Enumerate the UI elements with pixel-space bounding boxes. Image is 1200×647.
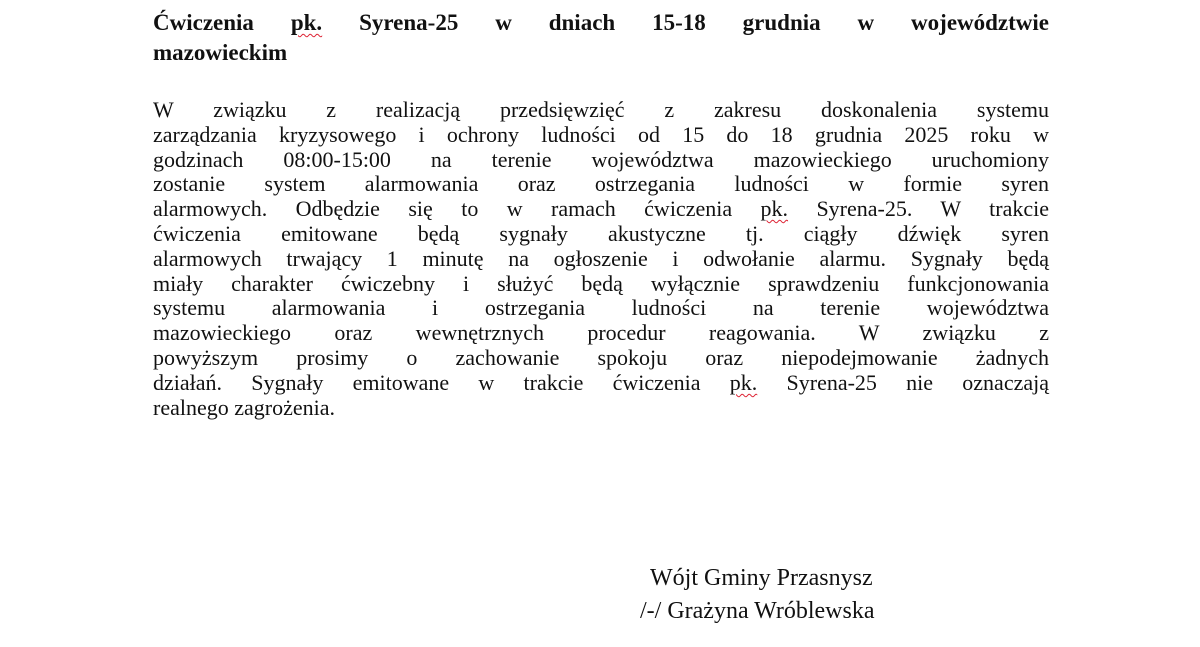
body-line: W związku z realizacją przedsięwzięć z zakresu doskonalenia systemu [153, 97, 1049, 122]
body-line: powyższym prosimy o zachowanie spokoju oraz niepodejmowanie żadnych [153, 344, 1049, 370]
body-line: miały charakter ćwiczebny i służyć będą wyłącznie sprawdzeniu funkcjonowania [153, 270, 1049, 296]
spellcheck-flagged-word[interactable]: pk. [760, 196, 789, 222]
document-page [153, 8, 1049, 420]
spellcheck-flagged-word[interactable]: pk. [729, 369, 758, 395]
title-line: mazowieckim [153, 40, 288, 65]
body-line: realnego zagrożenia. [153, 394, 335, 420]
body-paragraph [153, 98, 1049, 420]
spellcheck-flagged-word[interactable]: pk. [290, 10, 323, 35]
body-line: mazowieckiego oraz wewnętrznych procedur reagowania. W związku z [153, 320, 1049, 346]
body-line: alarmowych trwający 1 minutę na ogłoszenie i odwołanie alarmu. Sygnały będą [153, 245, 1049, 271]
body-line: zostanie system alarmowania oraz ostrzegania ludności w formie syren [153, 171, 1049, 197]
body-line: systemu alarmowania i ostrzegania ludności na terenie województwa [153, 295, 1049, 321]
body-line: ćwiczenia emitowane będą sygnały akustyczne tj. ciągły dźwięk syren [153, 220, 1049, 246]
signature-block [640, 562, 875, 628]
signature-name: /-/ Grażyna Wróblewska [640, 598, 875, 624]
signature-position: Wójt Gminy Przasnysz [650, 565, 873, 591]
title-line: Ćwiczenia pk. Syrena-25 w dniach 15-18 grudnia w województwie [153, 10, 1049, 35]
body-line: godzinach 08:00-15:00 na terenie województwa mazowieckiego uruchomiony [153, 146, 1049, 172]
body-line: działań. Sygnały emitowane w trakcie ćwiczenia pk. Syrena-25 nie oznaczają [153, 369, 1049, 395]
document-title [153, 8, 1049, 68]
body-line: zarządzania kryzysowego i ochrony ludności od 15 do 18 grudnia 2025 roku w [153, 121, 1049, 147]
body-line: alarmowych. Odbędzie się to w ramach ćwiczenia pk. Syrena-25. W trakcie [153, 196, 1050, 222]
